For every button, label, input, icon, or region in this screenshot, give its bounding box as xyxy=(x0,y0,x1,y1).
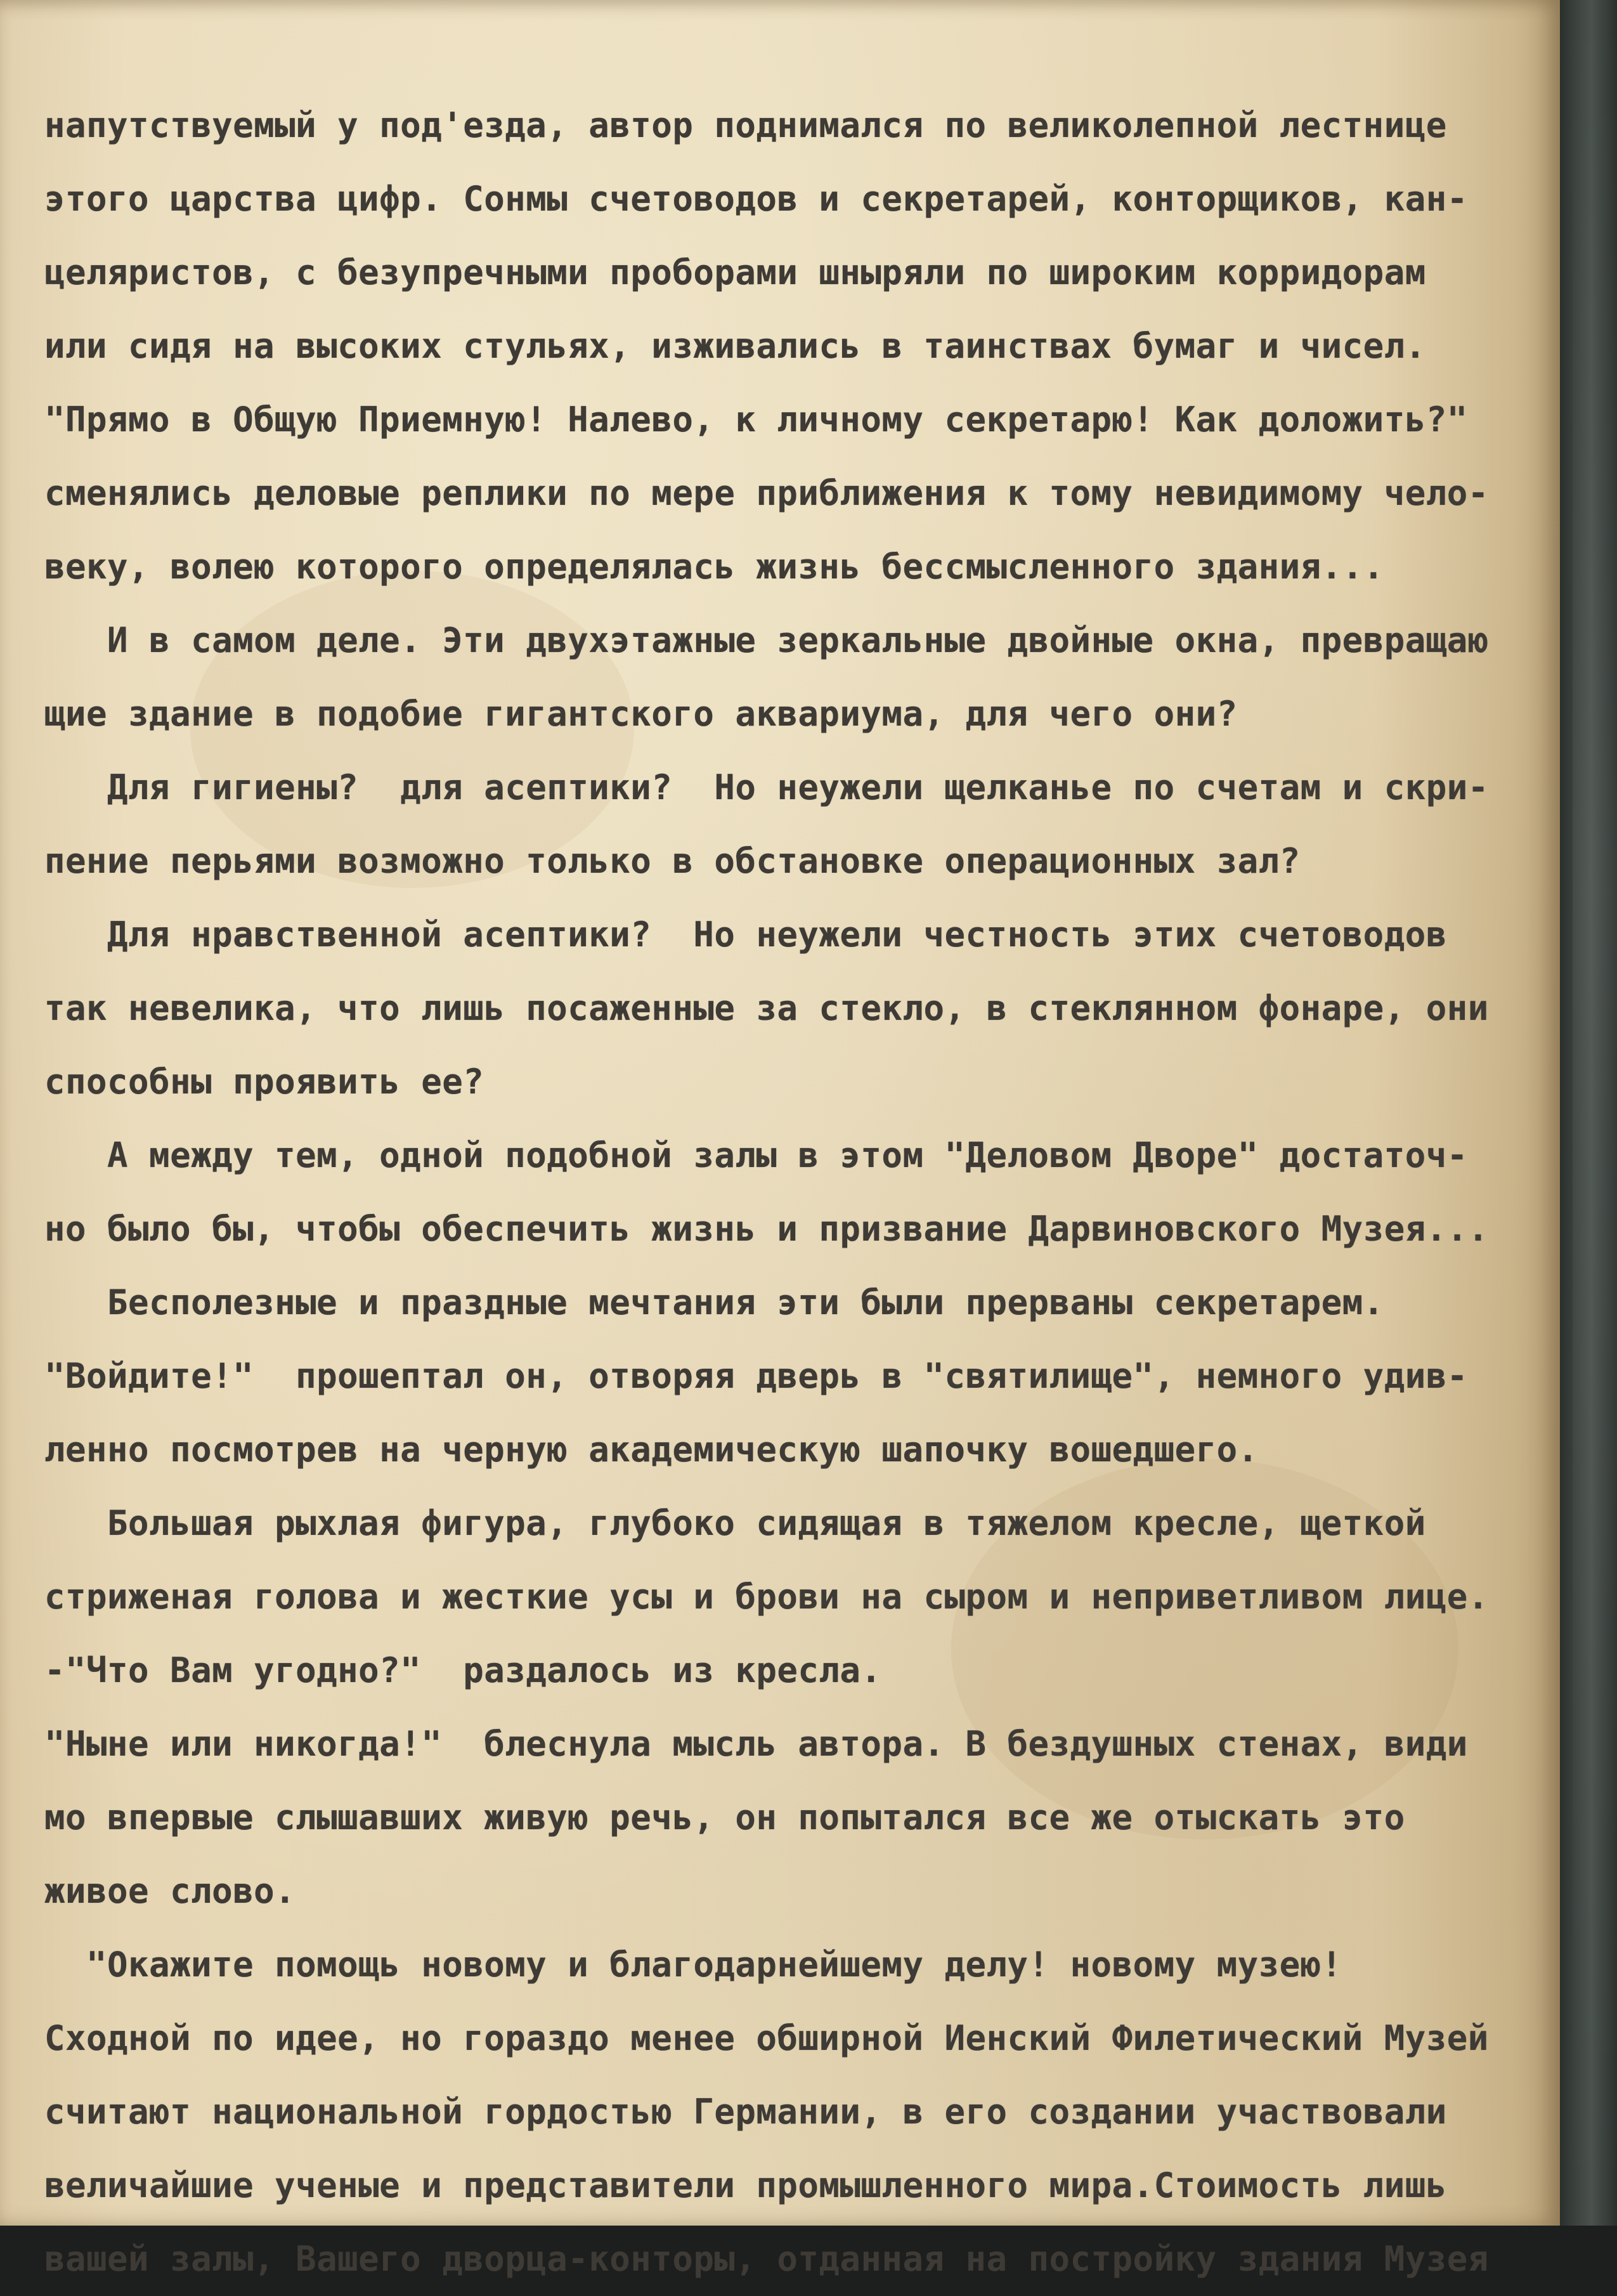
text-line: этого царства цифр. Сонмы счетоводов и секретарей, конторщиков, кан- xyxy=(44,179,1468,219)
text-line: но было бы, чтобы обеспечить жизнь и призвание Дарвиновского Музея... xyxy=(44,1209,1489,1249)
text-line: Для нравственной асептики? Но неужели честность этих счетоводов xyxy=(44,915,1447,955)
text-line: пение перьями возможно только в обстановке операционных зал? xyxy=(44,841,1301,881)
text-line: вашей залы, Вашего дворца-конторы, отданная на постройку здания Музея xyxy=(44,2239,1489,2279)
text-line: или сидя на высоких стульях, изживались в таинствах бумаг и чисел. xyxy=(44,326,1426,366)
typewritten-text xyxy=(44,89,1541,2296)
text-line: Бесполезные и праздные мечтания эти были прерваны секретарем. xyxy=(44,1282,1384,1322)
text-line: способны проявить ее? xyxy=(44,1062,484,1102)
text-line: так невелика, что лишь посаженные за стекло, в стеклянном фонаре, они xyxy=(44,988,1489,1028)
text-line: целяристов, с безупречными проборами шныряли по широким корридорам xyxy=(44,252,1426,292)
text-line: величайшие ученые и представители промышленного мира.Стоимость лишь xyxy=(44,2165,1447,2205)
text-line: щие здание в подобие гигантского аквариума, для чего они? xyxy=(44,694,1238,734)
text-line: "Войдите!" прошептал он, отворяя дверь в "святилище", немного удив- xyxy=(44,1356,1468,1396)
text-line: мо впервые слышавших живую речь, он попытался все же отыскать это xyxy=(44,1797,1405,1837)
text-line: И в самом деле. Эти двухэтажные зеркальные двойные окна, превращаю xyxy=(44,620,1489,660)
text-line: "Окажите помощь новому и благодарнейшему делу! новому музею! xyxy=(44,1945,1342,1985)
text-line: ленно посмотрев на черную академическую шапочку вошедшего. xyxy=(44,1430,1259,1470)
text-line: считают национальной гордостью Германии, в его создании участвовали xyxy=(44,2092,1447,2132)
text-line: А между тем, одной подобной залы в этом "Деловом Дворе" достаточ- xyxy=(44,1135,1468,1175)
text-line: "Прямо в Общую Приемную! Налево, к личному секретарю! Как доложить?" xyxy=(44,400,1468,440)
text-line: Большая рыхлая фигура, глубоко сидящая в тяжелом кресле, щеткой xyxy=(44,1503,1426,1543)
text-line: Сходной по идее, но гораздо менее обширной Иенский Филетический Музей xyxy=(44,2018,1489,2058)
text-line: сменялись деловые реплики по мере приближения к тому невидимому чело- xyxy=(44,473,1489,513)
text-line: живое слово. xyxy=(44,1871,296,1911)
text-line: -"Что Вам угодно?" раздалось из кресла. xyxy=(44,1650,882,1690)
text-line: веку, волею которого определялась жизнь бессмысленного здания... xyxy=(44,547,1384,587)
text-line: Для гигиены? для асептики? Но неужели щелканье по счетам и скри- xyxy=(44,767,1489,807)
text-line: стриженая голова и жесткие усы и брови на сыром и неприветливом лице. xyxy=(44,1577,1489,1617)
background-edge-highlight xyxy=(1573,0,1617,2226)
text-line: напутствуемый у под'езда, автор поднимался по великолепной лестнице xyxy=(44,105,1447,145)
text-line: "Ныне или никогда!" блеснула мысль автора. В бездушных стенах, види xyxy=(44,1724,1468,1764)
